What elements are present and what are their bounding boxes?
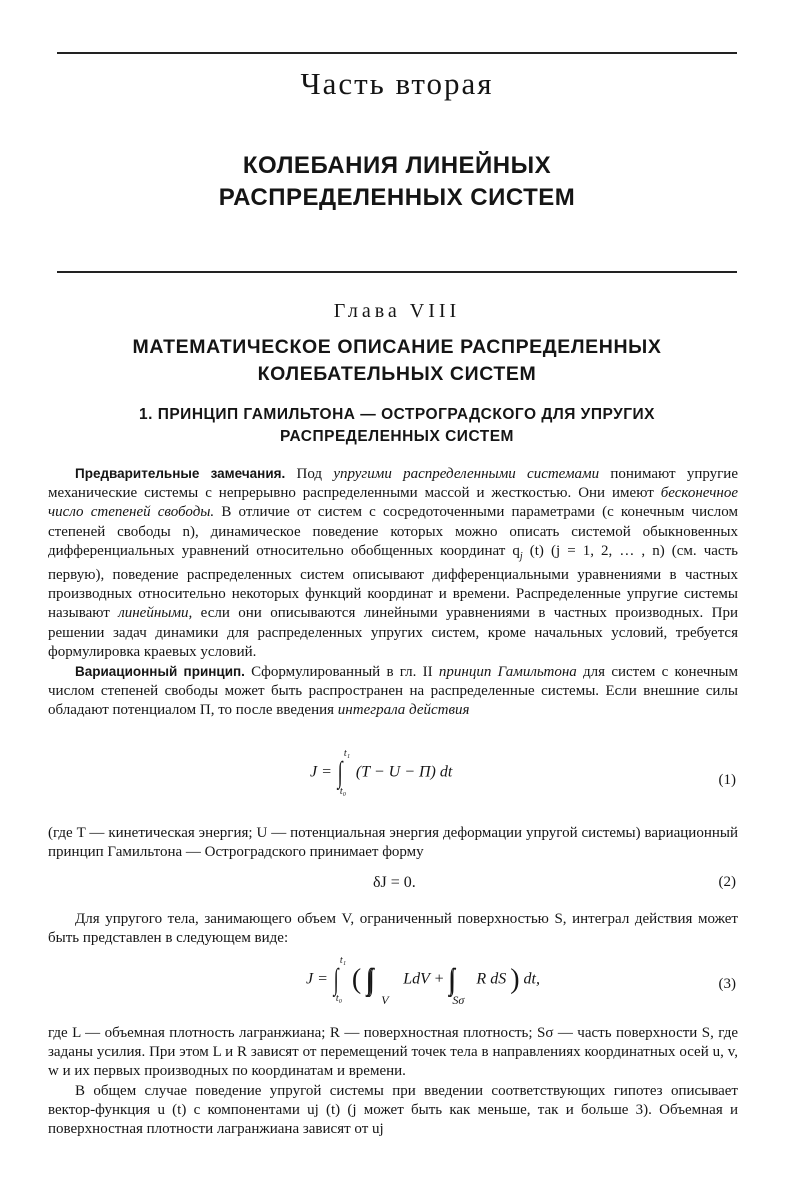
text-run: Сформулированный в гл. II xyxy=(244,664,439,681)
chapter-label: Глава VIII xyxy=(333,300,461,322)
paragraph-general-case: В общем случае поведение упругой системы при введении соответствующих гипотез описывает вектор-функция u (t) с компонентами uj (t) (j может быть как меньше, так и больше 3). Объемная и поверхностная плотности лагранжиана зависят от uj xyxy=(48,1082,738,1138)
text-block-1 xyxy=(48,464,738,721)
top-rule xyxy=(57,52,737,54)
chapter-title xyxy=(0,334,794,388)
volume-subscript: V xyxy=(381,993,389,1007)
text-block-4 xyxy=(48,1024,738,1139)
surface-integral-sign: ∫∫ Sσ xyxy=(449,963,465,1007)
paragraph-variational-principle xyxy=(48,662,738,721)
book-part-title xyxy=(0,150,794,214)
equation-1-number: (1) xyxy=(718,772,736,788)
volume-integral-sign: ∫∫∫ V xyxy=(366,963,389,1007)
paragraph-elastic-body: Для упругого тела, занимающего объем V, ограниченный поверхностью S, интеграл действия может быть представлен в следующем виде: xyxy=(48,911,738,947)
time-integral-sign: ∫ t₁ t₀ xyxy=(333,955,347,1004)
book-part-title-line-1: КОЛЕБАНИЯ ЛИНЕЙНЫХ xyxy=(242,152,552,179)
integral-upper-limit: t₁ xyxy=(343,748,351,759)
italic-run: принцип Гамильтона xyxy=(438,664,577,681)
book-part-title-line-2: РАСПРЕДЕЛЕННЫХ СИСТЕМ xyxy=(218,184,576,211)
equation-3-number: (3) xyxy=(718,976,736,992)
volume-integrand: LdV + xyxy=(403,970,445,988)
section-title-line-2: РАСПРЕДЕЛЕННЫХ СИСТЕМ xyxy=(280,428,514,445)
equation-1-lhs: J = xyxy=(310,763,332,781)
equation-1 xyxy=(48,748,738,812)
text-run: В отличие от систем с сосредоточенными параметрами (с конечным числом степеней свободы n), динамическое поведение которых можно описать системой обыкновенных дифференциальных уравнений относительно обобщенных координат q xyxy=(48,504,738,559)
italic-run: линейными, xyxy=(118,605,193,622)
middle-rule xyxy=(57,271,737,273)
equation-2-body: δJ = 0. xyxy=(373,874,416,891)
text-run: для систем с конечным числом степеней свободы может быть распространен на распределенные системы. Если внешние силы обладают потенциалом П, то после введения xyxy=(48,664,739,719)
text-run: понимают упругие механические системы с непрерывно распределенными массой и жесткостью. Они имеют xyxy=(48,466,738,502)
left-paren: ( xyxy=(351,964,362,995)
part-title: Часть вторая xyxy=(300,66,494,101)
chapter-title-line-1: МАТЕМАТИЧЕСКОЕ ОПИСАНИЕ РАСПРЕДЕЛЕННЫХ xyxy=(132,336,662,358)
italic-run: интеграла действия xyxy=(337,702,470,719)
equation-3 xyxy=(48,956,738,1016)
chapter-title-line-2: КОЛЕБАТЕЛЬНЫХ СИСТЕМ xyxy=(257,363,537,385)
integral-lower-limit: t₀ xyxy=(339,786,347,797)
right-paren: ) xyxy=(510,964,520,995)
text-block-3 xyxy=(48,910,738,948)
subscript-j: j xyxy=(519,550,523,562)
text-run: если они описываются линейными уравнениями в частных производных. При решении задач динамики для распределенных упругих систем, кроме начальных условий, требуется формулировка краевых условий. xyxy=(48,605,738,660)
lead-variational: Вариационный принцип. xyxy=(75,664,245,680)
paragraph-preliminary-remarks xyxy=(48,464,738,662)
integral-sign: ∫ t₁ t₀ xyxy=(337,748,351,797)
paragraph-lagrangian-density: где L — объемная плотность лагранжиана; R — поверхностная плотность; Sσ — часть поверхности S, где заданы усилия. При этом L и R зависят от перемещений точек тела в направлениях координатных осей u, v, w и их первых производных по координатам и времени. xyxy=(48,1025,738,1080)
surface-integrand: R dS xyxy=(476,970,507,988)
time-integral-lower-limit: t₀ xyxy=(335,993,343,1004)
text-run: Под xyxy=(285,466,334,482)
equation-1-body xyxy=(310,748,453,797)
italic-run: упругими распределенными системами xyxy=(333,466,600,482)
surface-subscript: Sσ xyxy=(452,993,465,1007)
equation-1-integrand: (T − U − П) dt xyxy=(355,763,453,781)
italic-run: бесконечное число степеней свободы. xyxy=(48,485,738,521)
section-title xyxy=(0,404,794,448)
section-title-line-1: 1. ПРИНЦИП ГАМИЛЬТОНА — ОСТРОГРАДСКОГО ДЛЯ УПРУГИХ xyxy=(138,406,656,423)
equation-2-number: (2) xyxy=(718,874,736,890)
paragraph-energy-definitions: (где T — кинетическая энергия; U — потенциальная энергия деформации упругой системы) вариационный принцип Гамильтона — Остроградского принимает форму xyxy=(48,825,738,861)
equation-3-lhs: J = xyxy=(306,970,328,988)
lead-preliminary: Предварительные замечания. xyxy=(75,466,286,481)
text-run: (t) (j = 1, 2, … , n) (см. часть первую), поведение распределенных систем описывают дифференциальными уравнениями в частных производных относительно некоторых функций координат и времени. Распределенные упругие системы называют xyxy=(48,542,738,622)
time-integral-upper-limit: t₁ xyxy=(339,955,347,966)
equation-3-body xyxy=(306,955,540,1007)
text-block-2 xyxy=(48,824,738,862)
equation-3-tail: dt, xyxy=(523,970,540,988)
